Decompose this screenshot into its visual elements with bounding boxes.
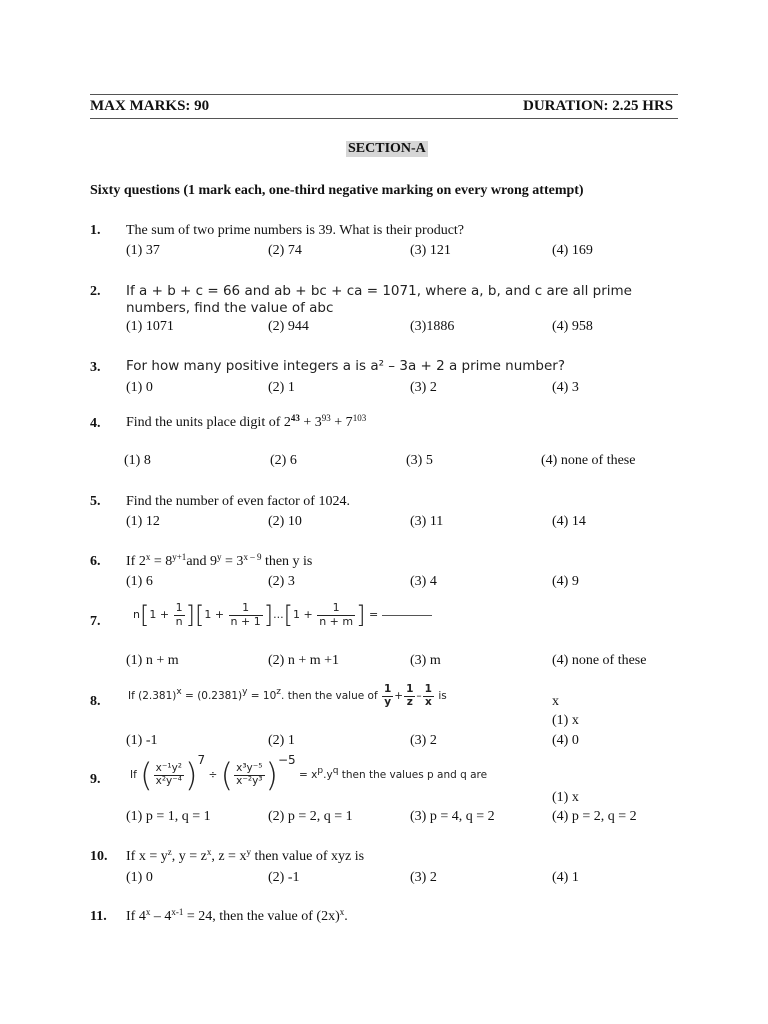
option: (1) 37 (126, 243, 160, 258)
option: (2) 10 (268, 514, 302, 529)
fraction: $\frac{1}{y}$ (383, 683, 392, 708)
fraction: $\frac{\text{x⁻¹y²}}{\text{x²y⁻⁴}}$ (155, 761, 183, 787)
option: (1) 0 (126, 870, 153, 885)
question-number: 6. (90, 554, 101, 569)
option: (2) n + m +1 (268, 653, 340, 668)
option: (4) 3 (552, 380, 579, 395)
header-bottom-rule (90, 118, 678, 119)
option: (4) 0 (552, 733, 579, 748)
option: (2) -1 (268, 870, 300, 885)
option: (4) 958 (552, 319, 593, 334)
question-number: 10. (90, 849, 108, 864)
option: (1) 12 (126, 514, 160, 529)
question-text: If $x = y^z$, $y = z^x$, $z = x^y$ then value of xyz is (126, 847, 365, 864)
option: (4) 169 (552, 243, 593, 258)
stray-text: x (552, 694, 559, 709)
option: (3) 2 (410, 733, 437, 748)
option: (4) p = 2, q = 2 (552, 809, 637, 824)
stray-text: (1) x (552, 790, 579, 805)
option: (3) 11 (410, 514, 444, 529)
question-number: 2. (90, 284, 101, 299)
math-expression: If $(2.381)^x = (0.2381)^y = 10^z$. then the value of $\frac{1}{y}$ + $\frac{1}{z}$ – $\frac{1}{x}$ is (128, 683, 447, 708)
option: (3) 5 (406, 453, 433, 468)
option: (3)1886 (410, 319, 455, 334)
option: (1) 8 (124, 453, 151, 468)
question-text: For how many positive integers a is a² – 3a + 2 a prime number? (126, 358, 566, 374)
option: (2) 6 (270, 453, 297, 468)
option: (2) 3 (268, 574, 295, 589)
option: (2) 74 (268, 243, 302, 258)
question-text: Find the number of even factor of 1024. (126, 494, 350, 509)
question-text: The sum of two prime numbers is 39. What is their product? (126, 223, 465, 238)
option: (4) none of these (541, 453, 636, 468)
option: (2) 1 (268, 733, 295, 748)
question-text: If $4^x - 4^{x-1} = 24$, then the value of $(2x)^x$. (126, 907, 348, 924)
option: (2) p = 2, q = 1 (268, 809, 353, 824)
option: (1) p = 1, q = 1 (126, 809, 211, 824)
math-expression: If ( $\frac{\text{x⁻¹y²}}{\text{x²y⁻⁴}}$ )$^7$ ÷ ( $\frac{\text{x³y⁻⁵}}{\text{x⁻²y³}}$ )$^{-5} = x^p.y^q$ then the values p and q are (130, 753, 488, 794)
option: (3) 2 (410, 870, 437, 885)
option: (4) 9 (552, 574, 579, 589)
instructions: Sixty questions (1 mark each, one-third negative marking on every wrong attempt) (90, 183, 584, 198)
option: (3) 121 (410, 243, 451, 258)
fraction: $\frac{\text{x³y⁻⁵}}{\text{x⁻²y³}}$ (236, 761, 263, 787)
question-number: 11. (90, 909, 107, 924)
option: (4) 14 (552, 514, 586, 529)
question-text: Find the units place digit of $2^{43} + 3^{93} + 7^{103}$ (126, 413, 367, 430)
option: (3) 4 (410, 574, 437, 589)
math-expression: n[1 + $\frac{1}{n}$ ][1 + $\frac{1}{n + 1}$ ]...[1 + $\frac{1}{n + m}$ ] = (133, 601, 432, 629)
option: (1) 1071 (126, 319, 174, 334)
fraction: $\frac{1}{n}$ (175, 601, 183, 628)
fraction: $\frac{1}{n + 1}$ (230, 601, 261, 628)
duration: DURATION: 2.25 HRS (523, 98, 674, 114)
section-title: SECTION-A (348, 141, 426, 156)
option: (2) 1 (268, 380, 295, 395)
option: (1) n + m (126, 653, 179, 668)
question-number: 1. (90, 223, 101, 238)
question-number: 5. (90, 494, 101, 509)
question-number: 3. (90, 360, 101, 375)
fraction: $\frac{1}{z}$ (406, 683, 414, 708)
question-number: 7. (90, 614, 101, 629)
option: (1) 6 (126, 574, 153, 589)
max-marks: MAX MARKS: 90 (90, 98, 210, 114)
option: (3) 2 (410, 380, 437, 395)
stray-text: (1) x (552, 713, 579, 728)
fraction: $\frac{1}{n + m}$ (319, 601, 354, 628)
question-number: 4. (90, 416, 101, 431)
question-text: If $2^x = 8^{y+1}and$ $9^y = 3^{x - 9}$ then y is (126, 552, 313, 569)
option: (4) 1 (552, 870, 579, 885)
question-text: If a + b + c = 66 and ab + bc + ca = 1071, where a, b, and c are all prime (126, 283, 632, 299)
option: (4) none of these (552, 653, 647, 668)
option: (3) p = 4, q = 2 (410, 809, 495, 824)
option: (2) 944 (268, 319, 309, 334)
answer-blank (382, 615, 432, 616)
fraction: $\frac{1}{x}$ (424, 683, 432, 708)
option: (3) m (410, 653, 441, 668)
option: (1) -1 (126, 733, 158, 748)
header-top-rule (90, 94, 678, 95)
question-number: 9. (90, 772, 101, 787)
question-number: 8. (90, 694, 101, 709)
option: (1) 0 (126, 380, 153, 395)
question-text-continued: numbers, find the value of abc (126, 300, 334, 316)
